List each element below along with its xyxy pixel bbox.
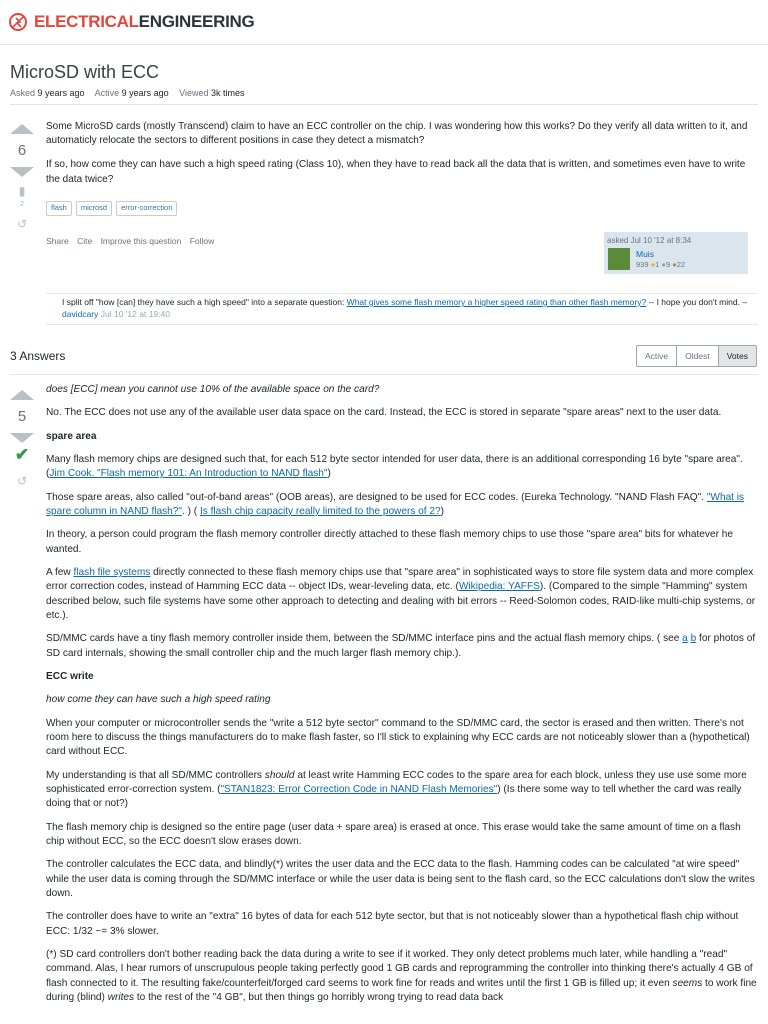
comment-user[interactable]: davidcary	[62, 309, 99, 320]
downvote-arrow-icon[interactable]	[10, 433, 34, 443]
answer-paragraph: My understanding is that all SD/MMC controllers should at least write Hamming ECC codes to the spare area for each block, unless they use use some more sophisticated error-correction system. ("STAN1823: Error Correction Code in NAND Flash Memories") (Is there some way to tell whether the card was really doing that or not?)	[46, 769, 747, 810]
answer-body	[46, 383, 758, 1014]
question-comment	[62, 296, 752, 320]
answer-link[interactable]: Jim Cook. "Flash memory 101: An Introduction to NAND flash"	[49, 468, 328, 480]
improve-link[interactable]: Improve this question	[100, 236, 182, 246]
answer-link[interactable]: "STAN1823: Error Correction Code in NAND Flash Memories"	[220, 783, 498, 795]
site-header	[0, 0, 768, 44]
answer-vote-cell	[7, 390, 37, 490]
cite-link[interactable]: Cite	[77, 236, 93, 246]
title-divider	[10, 104, 758, 105]
share-link[interactable]: Share	[46, 236, 69, 246]
user-reputation	[636, 260, 685, 271]
comment-time: Jul 10 '12 at 19:40	[100, 309, 170, 320]
answer-link[interactable]: Wikipedia: YAFFS	[458, 581, 540, 593]
sort-votes-tab[interactable]: Votes	[719, 346, 756, 366]
answer-vote-count: 5	[17, 408, 27, 425]
bronze-badge-count: 22	[676, 260, 686, 269]
answer-quote: how come they can have such a high speed rating	[46, 694, 271, 706]
user-name[interactable]: Muis	[636, 249, 654, 259]
comment-text-tail: -- I hope you don't mind. –	[646, 297, 748, 307]
silver-badge-count: 9	[665, 260, 671, 269]
post-menu	[46, 235, 220, 247]
tag-error-correction[interactable]: error-correction	[116, 201, 177, 216]
answer-paragraph: The controller calculates the ECC data, and blindly(*) writes the user data and the ECC data to the flash. Hamming codes can be calculated "at wire speed" while the user data is coming through the SD/MMC interface or while the user data is being sent to the flash card, so the ECC calculations don't slow the writes down.	[46, 859, 755, 899]
tag-microsd[interactable]: microsd	[76, 201, 112, 216]
answer-link[interactable]: b	[690, 633, 697, 645]
question-vote-cell	[7, 124, 37, 233]
asked-date: asked Jul 10 '12 at 8:34	[607, 236, 692, 245]
answer-paragraph: In theory, a person could program the flash memory controller directly attached to these flash memory chips to use those "spare area" bits for whatever he wanted.	[46, 529, 733, 555]
accepted-check-icon: ✔	[14, 445, 30, 465]
answer-paragraph: The flash memory chip is designed so the entire page (user data + spare area) is erased at once. This erase would take the same amount of time on a flash chip without ECC, so the ECC doesn't slow erases down.	[46, 821, 741, 847]
sort-active-tab[interactable]: Active	[637, 346, 677, 366]
answer-paragraph: When your computer or microcontroller sends the "write a 512 byte sector" command to the SD/MMC card, the sector is erased and then written. There's not room here to discuss the things manufacturers do to make flash faster, so I'll stick to explaining why ECC cards are not noticeably slower than a (hypothetical) card without ECC.	[46, 717, 750, 758]
answer-sort-tabs	[636, 345, 757, 367]
question-title[interactable]: MicroSD with ECC	[10, 62, 160, 82]
bronze-badge-icon: ●	[672, 260, 677, 269]
reputation-score: 939	[636, 260, 649, 269]
logo-icon	[8, 12, 28, 32]
viewed-value: 3k times	[211, 88, 245, 98]
gold-badge-count: 1	[655, 260, 660, 269]
comment-divider-bottom	[46, 324, 758, 325]
answer-heading: ECC write	[46, 670, 94, 682]
header-divider	[0, 44, 768, 45]
comment-text: I split off "how [can] they have such a high speed" into a separate question:	[62, 297, 347, 307]
answer-paragraph: No. The ECC does not use any of the available user data space on the card. Instead, the ECC is stored in separate "spare areas" next to the user data.	[46, 407, 722, 419]
answer-paragraph: The controller does have to write an "extra" 16 bytes of data for each 512 byte sector, but that is not noticeably slower than a hypothetical flash chip without ECC: 1/32 ~= 3% slower.	[46, 911, 739, 937]
question-paragraph: Some MicroSD cards (mostly Transcend) claim to have an ECC controller on the chip. I was wondering how this works? Do they verify all data written to it, and automaticly relocate the sectors to different positions in case they detect a mismatch?	[46, 121, 748, 147]
question-meta	[10, 87, 253, 100]
asked-value: 9 years ago	[37, 88, 85, 98]
asked-by-card	[604, 232, 748, 274]
answers-heading: 3 Answers	[10, 349, 66, 363]
bookmark-icon[interactable]: ▮	[18, 184, 26, 199]
active-value[interactable]: 9 years ago	[121, 88, 169, 98]
silver-badge-icon: ●	[661, 260, 666, 269]
history-icon[interactable]: ↺	[16, 217, 28, 232]
answer-paragraph: SD/MMC cards have a tiny flash memory controller inside them, between the SD/MMC interface pins and the actual flash memory chips. ( see a b for photos of SD card internals, showing the small controller chip and the much larger flash memory chip.).	[46, 633, 756, 659]
site-logo[interactable]	[8, 10, 254, 34]
active-label: Active	[94, 88, 120, 98]
answer-paragraph: Those spare areas, also called "out-of-band areas" (OOB areas), are designed to be used for ECC codes. (Eureka Technology. "NAND Flash FAQ". "What is spare column in NAND flash?". ) ( Is flash chip capacity really limited to the powers of 2?)	[46, 491, 745, 517]
answer-paragraph: A few flash file systems directly connected to these flash memory chips use that "spare area" in sophisticated ways to store file system data and more complex error correction codes, instead of Hamming ECC data -- object IDs, wear-leveling data, etc. (Wikipedia: YAFFS). (Compared to the simple "Hamming" system described below, such file systems have some other approach to detecting and dealing with bit errors -- Reed-Solomon codes, RAID-like multi-chip systems, or etc.).	[46, 566, 756, 621]
answer-link[interactable]: Is flash chip capacity really limited to the powers of 2?	[199, 505, 441, 517]
sort-oldest-tab[interactable]: Oldest	[677, 346, 719, 366]
viewed-label: Viewed	[179, 88, 209, 98]
bookmark-count: 2	[20, 201, 24, 209]
user-avatar[interactable]	[608, 248, 630, 270]
question-body	[46, 120, 758, 197]
upvote-arrow-icon[interactable]	[10, 390, 34, 400]
gold-badge-icon: ●	[650, 260, 656, 269]
logo-text-electrical: ELECTRICAL	[34, 12, 139, 31]
tag-flash[interactable]: flash	[46, 201, 72, 216]
answer-paragraph: (*) SD card controllers don't bother reading back the data during a write to see if it worked. They only detect problems much later, while handling a "read" command. Alas, I hear rumors of unscrupulous people taking perfectly good 1 GB cards and reprogramming the controller into thinking there's actually 4 GB of flash connected to it. The resulting fake/counterfeit/forged card seems to work fine for reads and writes until the first 1 GB is filled up; it even seems to work fine during (blind) writes to the rest of the "4 GB", but then things go horribly wrong trying to read data back	[46, 948, 757, 1003]
asked-label: Asked	[10, 88, 36, 98]
answer-quote: does [ECC] mean you cannot use 10% of the available space on the card?	[46, 384, 380, 395]
question-paragraph: If so, how come they can have such a high speed rating (Class 10), when they have to read back all the data that is written, and sometimes even have to write the data twice?	[46, 159, 746, 185]
answer-paragraph: Many flash memory chips are designed such that, for each 512 byte sector intended for user data, there is an additional corresponding 16 byte "spare area". (Jim Cook. "Flash memory 101: An Introduction to NAND flash")	[46, 453, 743, 480]
follow-link[interactable]: Follow	[189, 236, 215, 246]
question-vote-count: 6	[17, 142, 27, 159]
answer-link[interactable]: "What is spare column in NAND flash?"	[46, 491, 745, 517]
tag-list	[46, 201, 177, 216]
history-icon[interactable]: ↺	[16, 474, 28, 489]
logo-text-engineering: ENGINEERING	[138, 12, 255, 31]
answer-link[interactable]: flash file systems	[73, 566, 151, 578]
upvote-arrow-icon[interactable]	[10, 124, 34, 134]
comment-link[interactable]: What gives some flash memory a higher speed rating than other flash memory?	[346, 297, 647, 307]
comment-divider-top	[46, 293, 758, 294]
answer-link[interactable]: a	[682, 633, 688, 645]
downvote-arrow-icon[interactable]	[10, 167, 34, 177]
answers-divider	[10, 374, 758, 375]
answer-heading: spare area	[46, 430, 97, 442]
